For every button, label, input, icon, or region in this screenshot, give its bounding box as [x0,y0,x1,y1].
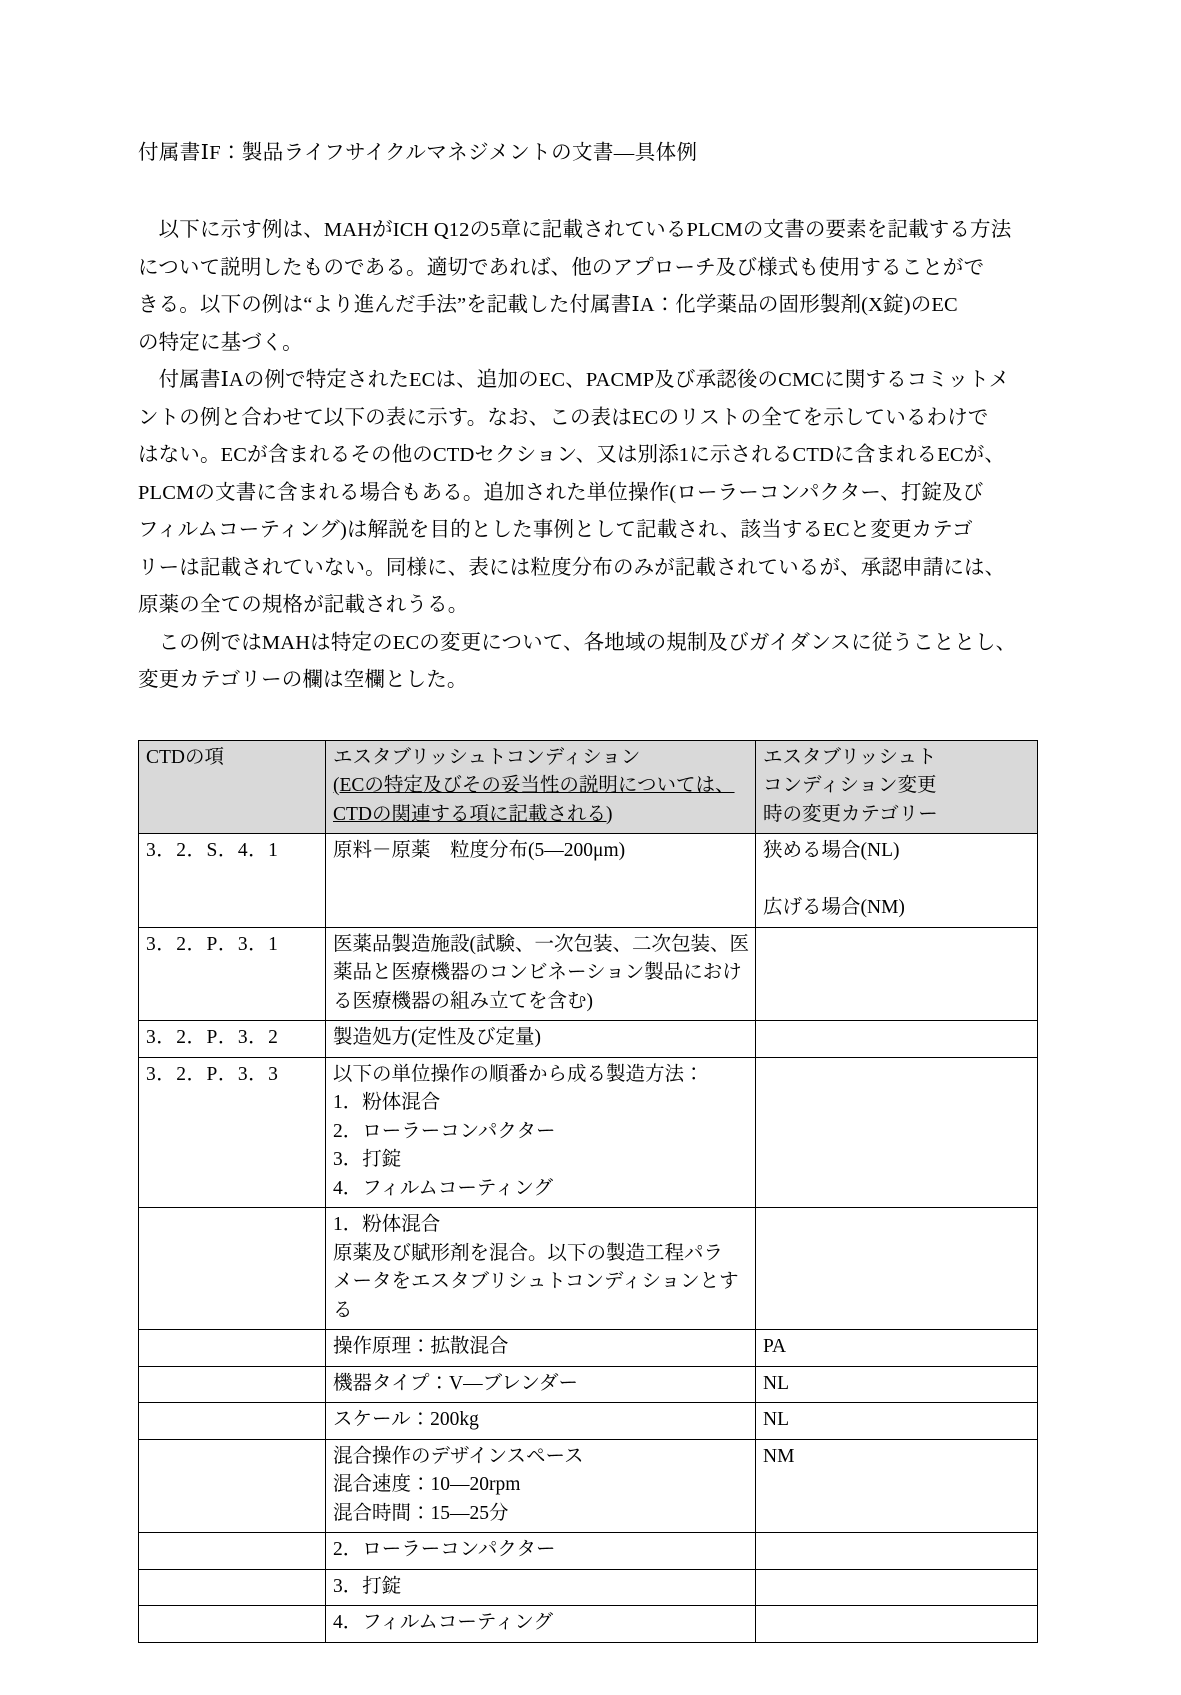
cell-change-category [756,1366,1038,1403]
cell-established-condition [326,1403,756,1440]
cell-ctd-section [139,1330,326,1367]
cell-line: 混合速度：10―20rpm [333,1474,521,1495]
cell-line: NL [763,1372,789,1394]
cell-change-category [756,1208,1038,1330]
cell-established-condition [326,1439,756,1533]
table-row [139,1021,1038,1058]
cell-line: 製造処方(定性及び定量) [333,1027,541,1048]
paragraph-line: について説明したものである。適切であれば、他のアプローチ及び様式も使用することがで [138,256,985,279]
header-ec-title: エスタブリッシュトコンディション [333,746,641,768]
table-row [139,1403,1038,1440]
cell-ctd-section [139,1606,326,1643]
cell-ctd-section: 3．2．P．3．3 [139,1057,326,1208]
cell-line: 1．粉体混合 [333,1214,441,1235]
cell-established-condition [326,1021,756,1058]
cell-line: 機器タイプ：V―ブレンダー [333,1372,579,1394]
cell-line: 操作原理：拡散混合 [333,1336,509,1357]
cell-line: 狭める場合(NL) [763,840,900,861]
cell-line: 医薬品製造施設(試験、一次包装、二次包装、医 [333,933,749,955]
cell-line: 原料－原薬 粒度分布(5―200μm) [333,840,626,861]
cell-line: 混合時間：15―25分 [333,1502,509,1524]
header-ec-note-line2: CTDの関連する項に記載される) [333,803,613,825]
cell-line: 広げる場合(NM) [763,897,905,918]
cell-established-condition [326,927,756,1021]
cell-change-category [756,1606,1038,1643]
paragraph-line: はない。ECが含まれるその他のCTDセクション、又は別添1に示されるCTDに含まれるECが、 [138,444,1005,466]
paragraph-3 [138,625,1040,700]
cell-ctd-section: 3．2．P．3．1 [139,927,326,1021]
cell-ctd-section [139,1439,326,1533]
cell-line: 3．打錠 [333,1149,402,1170]
header-change-category [756,740,1038,834]
paragraph-1 [138,212,1040,362]
cell-change-category [756,1569,1038,1606]
cell-change-category [756,1330,1038,1367]
header-cat-line3: 時の変更カテゴリー [763,803,938,825]
header-ec-note-line1: (ECの特定及びその妥当性の説明については、 [333,775,735,796]
cell-established-condition [326,1569,756,1606]
cell-established-condition [326,1606,756,1643]
paragraph-line: きる。以下の例は“より進んだ手法”を記載した付属書ⅠA：化学薬品の固形製剤(X錠)のEC [138,294,958,316]
cell-line: 1．粉体混合 [333,1092,441,1113]
paragraph-line: 以下に示す例は、MAHがICH Q12の5章に記載されているPLCMの文書の要素を記載する方法 [138,219,1012,241]
cell-ctd-section [139,1366,326,1403]
cell-ctd-section: 3．2．S．4．1 [139,834,326,928]
paragraph-line: ントの例と合わせて以下の表に示す。なお、この表はECのリストの全てを示しているわけで [138,406,989,429]
cell-change-category [756,1021,1038,1058]
cell-line: PA [763,1336,787,1357]
cell-change-category [756,1533,1038,1570]
table-body [139,834,1038,1643]
cell-line: NL [763,1409,789,1430]
cell-change-category [756,1057,1038,1208]
cell-ctd-section [139,1208,326,1330]
cell-line: 3．打錠 [333,1575,402,1597]
cell-established-condition [326,834,756,928]
header-cat-line2: コンディション変更 [763,775,937,796]
cell-established-condition [326,1208,756,1330]
cell-change-category [756,1439,1038,1533]
paragraph-line: 変更カテゴリーの欄は空欄とした。 [138,669,468,691]
cell-ctd-section [139,1569,326,1606]
cell-ctd-section: 3．2．P．3．2 [139,1021,326,1058]
page-content [138,138,1040,1643]
cell-line: 薬品と医療機器のコンビネーション製品におけ [333,962,742,983]
cell-line: NM [763,1445,795,1467]
table-row [139,1533,1038,1570]
cell-line: る医療機器の組み立てを含む) [333,990,593,1012]
cell-established-condition [326,1330,756,1367]
table-row [139,1057,1038,1208]
cell-line: 2．ローラーコンパクター [333,1539,556,1560]
paragraph-line: リーは記載されていない。同様に、表には粒度分布のみが記載されているが、承認申請には、 [138,556,1006,579]
cell-line: 原薬及び賦形剤を混合。以下の製造工程パラ [333,1242,724,1264]
table-row [139,927,1038,1021]
table-row [139,834,1038,928]
table-row [139,1606,1038,1643]
table-row [139,1208,1038,1330]
paragraph-line: PLCMの文書に含まれる場合もある。追加された単位操作(ローラーコンパクター、打錠及び [138,481,984,504]
cell-line: 混合操作のデザインスペース [333,1445,584,1467]
paragraph-line: 付属書ⅠAの例で特定されたECは、追加のEC、PACMP及び承認後のCMCに関するコミットメ [138,369,1010,391]
cell-established-condition [326,1057,756,1208]
cell-established-condition [326,1533,756,1570]
cell-line-spacer [763,866,1031,895]
paragraph-line: 原薬の全ての規格が記載されうる。 [138,594,469,616]
table-row [139,1330,1038,1367]
table-row [139,1439,1038,1533]
cell-change-category [756,834,1038,928]
header-ctd-section: CTDの項 [139,740,326,834]
cell-ctd-section [139,1533,326,1570]
paragraph-line: フィルムコーティング)は解説を目的とした事例として記載され、該当するECと変更カテゴ [138,519,973,541]
cell-line: スケール：200kg [333,1409,479,1430]
table-row [139,1366,1038,1403]
cell-line: 2．ローラーコンパクター [333,1120,556,1142]
paragraph-2 [138,362,1040,625]
cell-line: 4．フィルムコーティング [333,1177,553,1199]
table-row [139,1569,1038,1606]
cell-line: メータをエスタブリシュトコンディションとす [333,1271,739,1292]
cell-change-category [756,927,1038,1021]
header-cat-line1: エスタブリッシュト [763,746,937,768]
cell-ctd-section [139,1403,326,1440]
cell-line: 以下の単位操作の順番から成る製造方法： [333,1063,704,1085]
header-established-condition [326,740,756,834]
page-title: 付属書ⅠF：製品ライフサイクルマネジメントの文書―具体例 [138,142,698,164]
cell-line: る [333,1299,353,1321]
paragraph-line: の特定に基づく。 [138,331,303,354]
paragraph-line: この例ではMAHは特定のECの変更について、各地域の規制及びガイダンスに従うこととし、 [138,631,1017,654]
table-header-row [139,740,1038,834]
cell-established-condition [326,1366,756,1403]
cell-change-category [756,1403,1038,1440]
established-conditions-table [138,740,1038,1643]
cell-line: 4．フィルムコーティング [333,1612,553,1633]
